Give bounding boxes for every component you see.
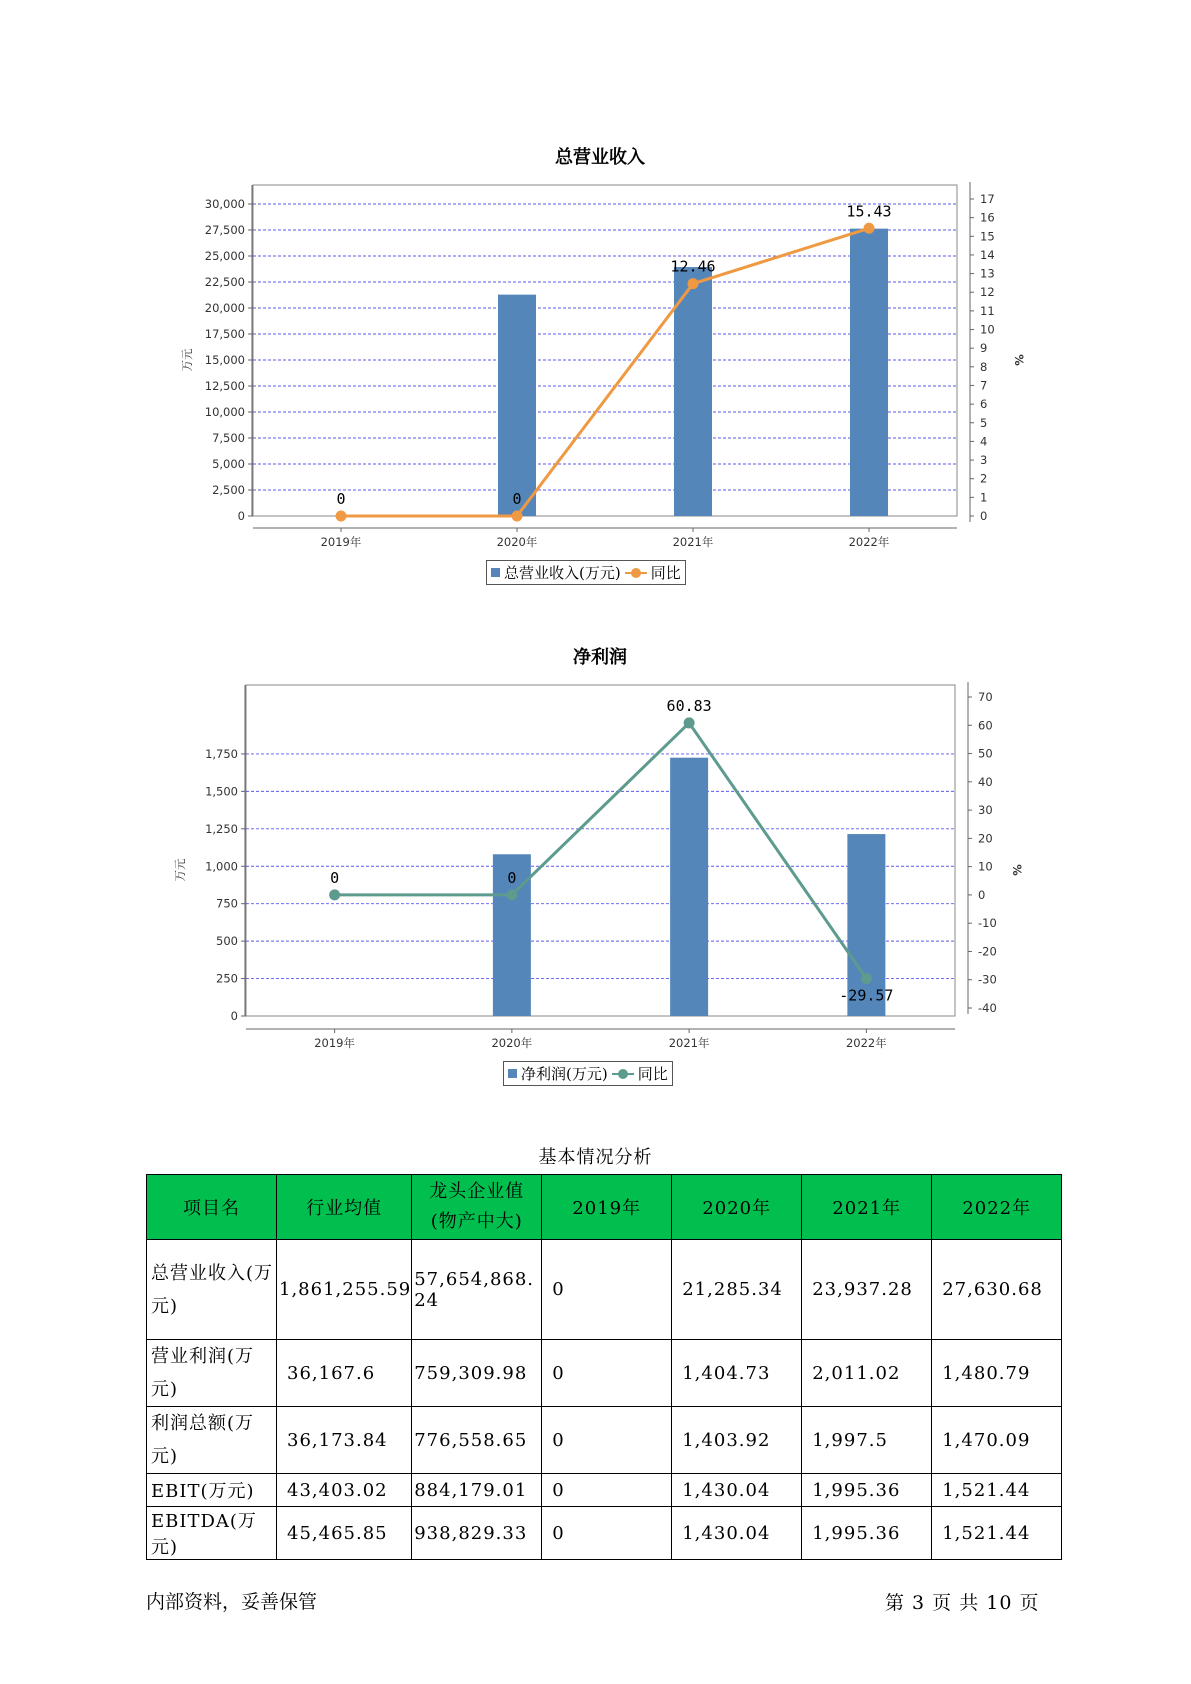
data-label: -29.57 xyxy=(839,986,894,1005)
table-cell: 0 xyxy=(542,1407,672,1474)
chart1-legend-bar-label: 总营业收入(万元) xyxy=(504,564,621,582)
y2-tick-label: 70 xyxy=(978,690,993,704)
header-cell: 2021年 xyxy=(802,1175,932,1240)
line-point xyxy=(684,717,695,728)
y-tick-label: 15,000 xyxy=(204,353,245,367)
chart1-title: 总营业收入 xyxy=(555,147,645,168)
y-tick-label: 27,500 xyxy=(204,223,245,237)
table-cell: 1,861,255.59 xyxy=(277,1240,412,1340)
data-label: 12.46 xyxy=(670,257,716,276)
header-cell: 龙头企业值(物产中大) xyxy=(412,1175,542,1240)
x-tick-label: 2019年 xyxy=(320,535,362,549)
x-tick-label: 2020年 xyxy=(496,535,538,549)
table-cell: 1,403.92 xyxy=(672,1407,802,1474)
data-label: 0 xyxy=(336,490,346,508)
y2-tick-label: 10 xyxy=(978,859,993,874)
table-row xyxy=(147,1240,1062,1340)
row-label-cell: 利润总额(万元) xyxy=(147,1407,277,1474)
table-cell: 0 xyxy=(542,1507,672,1560)
data-label: 60.83 xyxy=(666,696,712,715)
row-label-cell: 营业利润(万元) xyxy=(147,1340,277,1407)
footer-confidential: 内部资料，妥善保管 xyxy=(146,1591,318,1613)
table-cell: 759,309.98 xyxy=(412,1340,542,1407)
y-tick-label: 12,500 xyxy=(204,379,245,393)
table-cell: 1,521.44 xyxy=(932,1474,1062,1507)
table-cell: 1,470.09 xyxy=(932,1407,1062,1474)
y2-tick-label: 6 xyxy=(980,397,988,412)
y2-tick-label: 50 xyxy=(978,746,993,761)
x-tick-label: 2022年 xyxy=(845,1036,887,1050)
y2-tick-label: 9 xyxy=(980,341,988,356)
y-tick-label: 0 xyxy=(230,1009,238,1023)
y2-tick-label: 16 xyxy=(980,210,995,225)
y-axis-title: 万元 xyxy=(180,348,194,372)
y-tick-label: 17,500 xyxy=(204,327,245,341)
data-label: 0 xyxy=(512,490,522,508)
chart2-legend-line-label: 同比 xyxy=(637,1065,668,1083)
header-cell: 2019年 xyxy=(542,1175,672,1240)
header-cell: 项目名 xyxy=(147,1175,277,1240)
y-tick-label: 30,000 xyxy=(204,197,245,211)
y-tick-label: 1,250 xyxy=(205,821,238,836)
table-cell: 776,558.65 xyxy=(412,1407,542,1474)
y-tick-label: 1,500 xyxy=(205,784,238,799)
y2-axis-title: % xyxy=(1010,864,1024,876)
y-tick-label: 250 xyxy=(216,971,238,986)
y2-tick-label: -10 xyxy=(978,916,997,931)
table-row xyxy=(147,1340,1062,1407)
y2-tick-label: -20 xyxy=(978,944,997,959)
chart1-legend-line-label: 同比 xyxy=(650,564,681,582)
chart2-legend-bar-label: 净利润(万元) xyxy=(521,1065,608,1083)
table-cell: 1,430.04 xyxy=(672,1507,802,1560)
legend-bar-swatch xyxy=(508,1069,517,1078)
y-axis-title: 万元 xyxy=(173,858,187,882)
header-cell: 2020年 xyxy=(672,1175,802,1240)
table-cell: 43,403.02 xyxy=(277,1474,412,1507)
table-cell: 884,179.01 xyxy=(412,1474,542,1507)
table-cell: 1,997.5 xyxy=(802,1407,932,1474)
y-tick-label: 1,750 xyxy=(205,746,238,761)
table-cell: 0 xyxy=(542,1340,672,1407)
table-cell: 0 xyxy=(542,1240,672,1340)
y-tick-label: 7,500 xyxy=(212,431,245,445)
x-tick-label: 2019年 xyxy=(314,1036,356,1050)
table-cell: 1,521.44 xyxy=(932,1507,1062,1560)
y2-tick-label: 11 xyxy=(980,303,995,318)
y2-tick-label: 30 xyxy=(978,803,993,818)
line-point xyxy=(506,889,517,900)
row-label-cell: 总营业收入(万元) xyxy=(147,1240,277,1340)
table-cell: 27,630.68 xyxy=(932,1240,1062,1340)
table-cell: 45,465.85 xyxy=(277,1507,412,1560)
y-tick-label: 25,000 xyxy=(204,249,245,263)
data-label: 15.43 xyxy=(846,202,892,221)
y2-axis-title: % xyxy=(1012,354,1026,366)
y2-tick-label: 60 xyxy=(978,718,993,733)
line-point xyxy=(861,973,872,984)
y2-tick-label: 0 xyxy=(980,509,988,523)
y-tick-label: 5,000 xyxy=(212,457,245,471)
table-cell: 1,480.79 xyxy=(932,1340,1062,1407)
legend-line-swatch xyxy=(612,1069,634,1079)
y2-tick-label: 17 xyxy=(980,192,995,206)
table-row xyxy=(147,1507,1062,1560)
y2-tick-label: 10 xyxy=(980,322,995,337)
y2-tick-label: -30 xyxy=(978,972,997,987)
y2-tick-label: 13 xyxy=(980,266,995,281)
table-cell: 23,937.28 xyxy=(802,1240,932,1340)
y2-tick-label: 40 xyxy=(978,774,993,789)
table-cell: 1,430.04 xyxy=(672,1474,802,1507)
data-label: 0 xyxy=(507,868,517,887)
footer-page-number: 第 3 页 共 10 页 xyxy=(885,1592,1040,1614)
row-label-cell: EBIT(万元) xyxy=(147,1474,277,1507)
chart2-legend xyxy=(503,1061,673,1086)
table-cell: 938,829.33 xyxy=(412,1507,542,1560)
table-cell: 1,404.73 xyxy=(672,1340,802,1407)
y2-tick-label: 7 xyxy=(980,378,988,393)
y-tick-label: 10,000 xyxy=(204,405,245,419)
y-tick-label: 0 xyxy=(237,509,245,523)
header-cell: 行业均值 xyxy=(277,1175,412,1240)
table-cell: 36,167.6 xyxy=(277,1340,412,1407)
table-row xyxy=(147,1407,1062,1474)
chart2-title: 净利润 xyxy=(573,647,627,668)
x-tick-label: 2021年 xyxy=(668,1036,710,1050)
table-cell: 57,654,868.24 xyxy=(412,1240,542,1340)
y2-tick-label: 0 xyxy=(978,887,986,902)
x-tick-label: 2020年 xyxy=(491,1036,533,1050)
y2-tick-label: 1 xyxy=(980,490,988,505)
y-tick-label: 500 xyxy=(216,934,238,949)
y2-tick-label: -40 xyxy=(978,1001,997,1015)
y2-tick-label: 14 xyxy=(980,247,995,262)
y-tick-label: 20,000 xyxy=(204,301,245,315)
table-cell: 21,285.34 xyxy=(672,1240,802,1340)
table-row xyxy=(147,1474,1062,1507)
basic-info-table xyxy=(146,1174,1062,1560)
y2-tick-label: 8 xyxy=(980,359,988,374)
y-tick-label: 22,500 xyxy=(204,275,245,289)
table-cell: 2,011.02 xyxy=(802,1340,932,1407)
x-tick-label: 2022年 xyxy=(848,535,890,549)
data-label: 0 xyxy=(330,868,340,887)
table-caption: 基本情况分析 xyxy=(538,1147,653,1168)
y2-tick-label: 12 xyxy=(980,285,995,300)
y2-tick-label: 2 xyxy=(980,471,988,486)
table-cell: 1,995.36 xyxy=(802,1507,932,1560)
y-tick-label: 750 xyxy=(216,896,238,911)
y2-tick-label: 4 xyxy=(980,434,988,449)
y-tick-label: 1,000 xyxy=(205,859,238,874)
table-cell: 0 xyxy=(542,1474,672,1507)
y2-tick-label: 15 xyxy=(980,229,995,244)
table-cell: 1,995.36 xyxy=(802,1474,932,1507)
bar xyxy=(670,758,708,1016)
row-label-cell: EBITDA(万元) xyxy=(147,1507,277,1560)
x-tick-label: 2021年 xyxy=(672,535,714,549)
y2-tick-label: 5 xyxy=(980,415,988,430)
header-cell: 2022年 xyxy=(932,1175,1062,1240)
table-header-row xyxy=(147,1175,1062,1240)
series-line xyxy=(335,723,867,979)
line-point xyxy=(329,889,340,900)
table-cell: 36,173.84 xyxy=(277,1407,412,1474)
y2-tick-label: 3 xyxy=(980,453,988,468)
y-tick-label: 2,500 xyxy=(212,483,245,497)
y2-tick-label: 20 xyxy=(978,831,993,846)
